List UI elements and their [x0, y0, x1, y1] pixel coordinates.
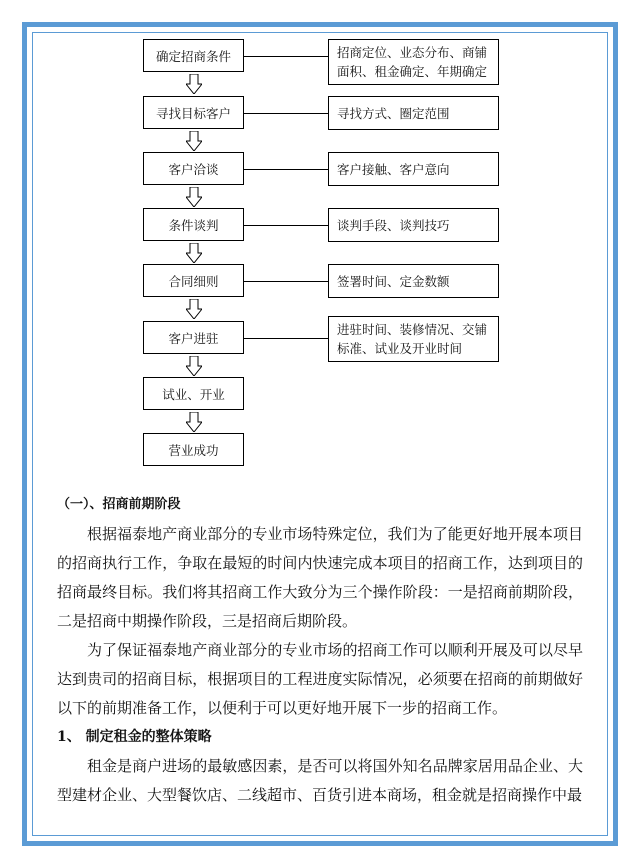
connector-line [244, 56, 328, 57]
flow-step-8: 营业成功 [143, 433, 244, 466]
down-arrow-icon [186, 299, 202, 319]
flow-step-6: 客户进驻 [143, 321, 244, 354]
flow-step-7: 试业、开业 [143, 377, 244, 410]
paragraph-1: 根据福泰地产商业部分的专业市场特殊定位，我们为了能更好地开展本项目的招商执行工作，争取在最短的时间内快速完成本项目的招商工作，达到项目的招商最终目标。我们将其招商工作大致分为三个操作阶段：一是招商前期阶段，二是招商中期操作阶段，三是招商后期阶段。 [57, 525, 583, 630]
flow-step-4: 条件谈判 [143, 208, 244, 241]
connector-line [244, 281, 328, 282]
paragraph-2: 为了保证福泰地产商业部分的专业市场的招商工作可以顺利开展及可以尽早达到贵司的招商目标，根据项目的工程进度实际情况，必须要在招商的前期做好以下的前期准备工作，以便利于可以更好地开展下一步的招商工作。 [57, 641, 583, 717]
down-arrow-icon [186, 412, 202, 432]
flow-step-1: 确定招商条件 [143, 39, 244, 72]
connector-line [244, 169, 328, 170]
connector-line [244, 338, 328, 339]
flow-detail-4: 谈判手段、谈判技巧 [328, 208, 499, 242]
down-arrow-icon [186, 243, 202, 263]
down-arrow-icon [186, 356, 202, 376]
flow-detail-2: 寻找方式、圈定范围 [328, 96, 499, 130]
down-arrow-icon [186, 74, 202, 94]
paragraph-3: 租金是商户进场的最敏感因素，是否可以将国外知名品牌家居用品企业、大型建材企业、大型餐饮店、二线超市、百货引进本商场，租金就是招商操作中最 [57, 757, 583, 804]
connector-line [244, 113, 328, 114]
body-text [57, 520, 583, 810]
flow-detail-3: 客户接触、客户意向 [328, 152, 499, 186]
down-arrow-icon [186, 187, 202, 207]
subsection-title: 1、 制定租金的整体策略 [57, 729, 212, 745]
flow-detail-5: 签署时间、定金数额 [328, 264, 499, 298]
section-title: （一）、招商前期阶段 [57, 497, 181, 512]
flow-step-2: 寻找目标客户 [143, 96, 244, 129]
flow-detail-1: 招商定位、业态分布、商铺 面积、租金确定、年期确定 [328, 39, 499, 85]
flow-detail-6: 进驻时间、装修情况、交铺 标准、试业及开业时间 [328, 316, 499, 362]
flow-step-3: 客户洽谈 [143, 152, 244, 185]
connector-line [244, 225, 328, 226]
flow-step-5: 合同细则 [143, 264, 244, 297]
down-arrow-icon [186, 131, 202, 151]
